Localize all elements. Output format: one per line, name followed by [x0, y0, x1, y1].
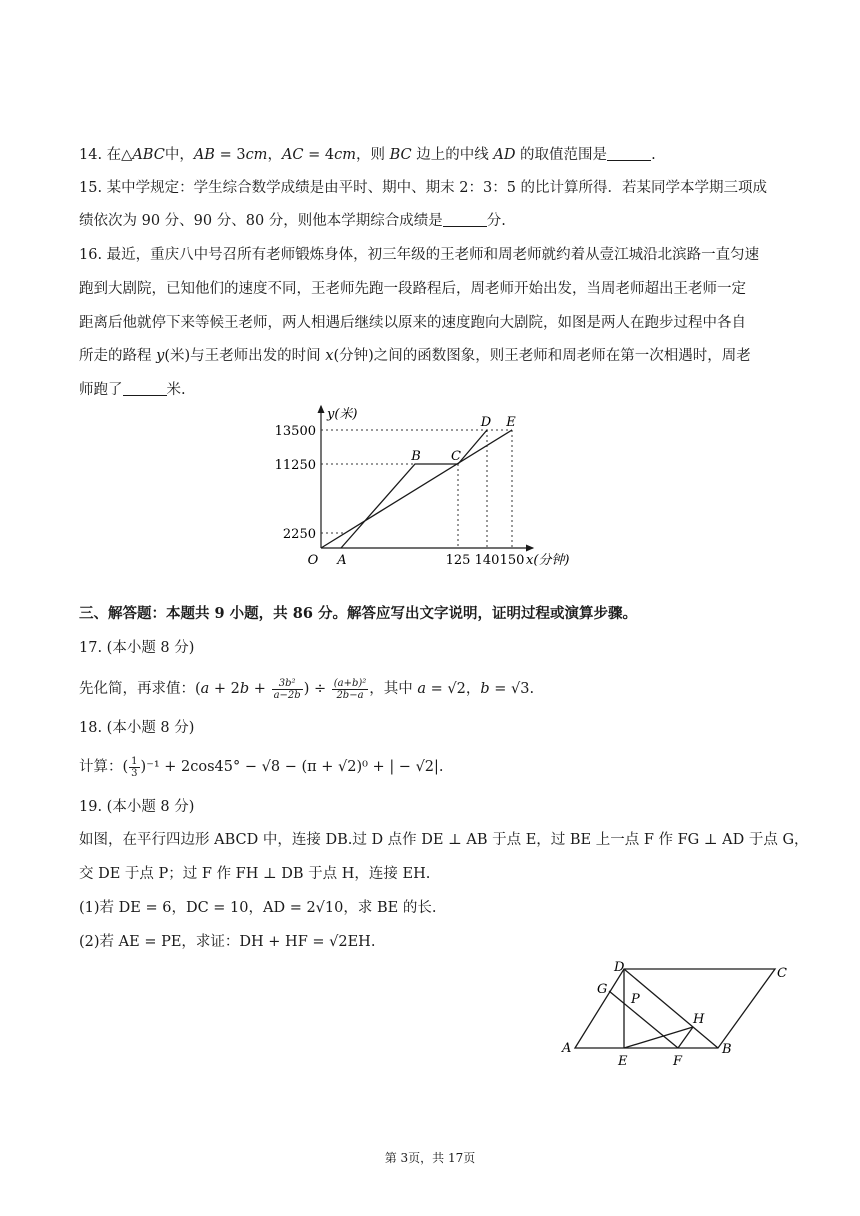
q15-text: 绩依次为 90 分、90 分、80 分，则他本学期综合成绩是	[79, 213, 443, 229]
fraction-numerator: (a+b)²	[333, 677, 367, 689]
q17-text: ，其中	[369, 681, 418, 697]
q14-math: AB	[193, 147, 215, 163]
question-19-part1: (1)若 DE = 6，DC = 10，AD = 2√10，求 BE 的长.	[79, 900, 437, 916]
point-E-label: E	[506, 415, 516, 430]
q14-math: cm	[334, 147, 356, 163]
q17-text: = √2，	[426, 681, 481, 697]
label-P: P	[631, 992, 640, 1007]
y-tick-2250: 2250	[282, 527, 316, 542]
x-tick-125: 125	[445, 553, 471, 568]
q16-text: 所走的路程	[79, 348, 157, 364]
question-15-line2	[79, 211, 506, 231]
label-A: A	[562, 1041, 572, 1056]
q15-text: 分.	[486, 213, 506, 229]
point-D-label: D	[480, 415, 492, 430]
q14-math: AD	[493, 147, 516, 163]
x-axis-label: x(分钟)	[526, 553, 570, 568]
q17-text: + 2	[209, 681, 240, 697]
diagonal-DB	[624, 969, 718, 1048]
label-D: D	[614, 960, 625, 975]
question-19-head: 19. (本小题 8 分)	[79, 799, 195, 815]
q16-math: x	[325, 348, 334, 364]
label-F: F	[673, 1054, 683, 1069]
fraction-numerator: 3b²	[272, 678, 303, 690]
label-G: G	[597, 982, 608, 997]
q18-fraction	[129, 756, 139, 779]
zhou-line	[341, 430, 487, 548]
q14-text: 中，	[164, 147, 194, 163]
q14-text: = 3	[214, 147, 246, 163]
label-H: H	[693, 1012, 705, 1027]
q17-math: b	[239, 681, 250, 697]
y-tick-11250: 11250	[274, 458, 316, 473]
q16-text: 师跑了	[79, 382, 123, 398]
label-E: E	[618, 1054, 628, 1069]
q14-text: .	[651, 147, 656, 163]
q14-text: 的取值范围是	[515, 147, 608, 163]
q17-text: = √3.	[489, 681, 535, 697]
segment-FH	[678, 1027, 693, 1048]
q19-parallelogram-figure	[550, 955, 800, 1070]
parallelogram-ABCD	[575, 969, 775, 1048]
question-19-line1: 如图，在平行四边形 ABCD 中，连接 DB.过 D 点作 DE ⊥ AB 于点 E，过 BE 上一点 F 作 FG ⊥ AD 于点 G，	[79, 832, 809, 848]
page-footer: 第 3页，共 17页	[384, 1151, 476, 1165]
q14-text: ，则	[355, 147, 390, 163]
segment-FG	[609, 991, 678, 1048]
point-B-label: B	[411, 449, 421, 464]
q14-math: ABC	[132, 147, 165, 163]
fraction-denominator: 2b−a	[336, 689, 364, 701]
y-tick-13500: 13500	[274, 424, 316, 439]
question-17-body	[79, 676, 534, 702]
q14-math: cm	[245, 147, 268, 163]
question-19-part2: (2)若 AE = PE，求证：DH + HF = √2EH.	[79, 934, 376, 950]
q16-function-graph	[265, 400, 595, 575]
q14-text: ，	[267, 147, 282, 163]
question-16-line5	[79, 380, 186, 400]
x-tick-140: 140	[474, 553, 500, 568]
question-19-line2: 交 DE 于点 P；过 F 作 FH ⊥ DB 于点 H，连接 EH.	[79, 866, 431, 882]
q17-fraction-1	[272, 678, 303, 701]
question-14	[79, 145, 656, 165]
point-A-label: A	[337, 553, 347, 568]
q16-text: (米)与王老师出发的时间	[164, 348, 326, 364]
y-axis-label: y(米)	[327, 407, 358, 422]
question-18-body	[79, 754, 444, 780]
question-16-line4	[79, 346, 751, 366]
q17-math: a	[200, 681, 210, 697]
q14-math: BC	[389, 147, 412, 163]
label-C: C	[777, 966, 787, 981]
fraction-denominator: a−2b	[273, 689, 301, 701]
origin-label: O	[307, 553, 319, 568]
wang-line	[321, 430, 512, 548]
question-16-line3: 距离后他就停下来等候王老师，两人相遇后继续以原来的速度跑向大剧院，如图是两人在跑步过程中各自	[79, 315, 746, 331]
q16-text: 米.	[166, 382, 186, 398]
point-C-label: C	[451, 449, 461, 464]
q17-math: a	[417, 681, 427, 697]
question-15-line1: 15. 某中学规定：学生综合数学成绩是由平时、期中、期末 2：3：5 的比计算所得．若某同学本学期三项成	[79, 180, 768, 196]
answer-blank	[443, 212, 487, 227]
question-16-line1: 16. 最近，重庆八中号召所有老师锻炼身体，初三年级的王老师和周老师就约着从壹江城沿北滨路一直匀速	[79, 247, 760, 263]
q14-text: 边上的中线	[411, 147, 494, 163]
q14-text: = 4	[303, 147, 335, 163]
label-B: B	[722, 1042, 732, 1057]
q17-text: +	[249, 681, 271, 697]
q17-fraction-2	[332, 678, 369, 701]
question-16-line2: 跑到大剧院，已知他们的速度不同，王老师先跑一段路程后，周老师开始出发，当周老师超出王老师一定	[79, 281, 746, 297]
q17-text: 先化简，再求值：(	[79, 681, 201, 697]
answer-blank	[123, 381, 167, 396]
section-3-heading: 三、解答题：本题共 9 小题，共 86 分。解答应写出文字说明，证明过程或演算步骤。	[79, 605, 637, 622]
segment-EH	[624, 1027, 693, 1048]
q14-number: 14.	[79, 147, 103, 163]
q18-text: )⁻¹ + 2cos45° − √8 − (π + √2)⁰ + | − √2|.	[140, 759, 444, 775]
q14-math: AC	[281, 147, 304, 163]
fraction-numerator: 1	[131, 755, 138, 767]
q18-text: 计算：(	[79, 759, 129, 775]
question-17-head: 17. (本小题 8 分)	[79, 640, 195, 656]
answer-blank	[607, 146, 651, 161]
q16-text: (分钟)之间的函数图象，则王老师和周老师在第一次相遇时，周老	[333, 348, 751, 364]
x-tick-150: 150	[499, 553, 525, 568]
q14-text: 在△	[106, 147, 133, 163]
q17-math: b	[480, 681, 490, 697]
question-18-head: 18. (本小题 8 分)	[79, 720, 195, 736]
q17-text: ) ÷	[303, 681, 331, 697]
q16-math: y	[156, 348, 165, 364]
fraction-denominator: 3	[131, 767, 138, 779]
